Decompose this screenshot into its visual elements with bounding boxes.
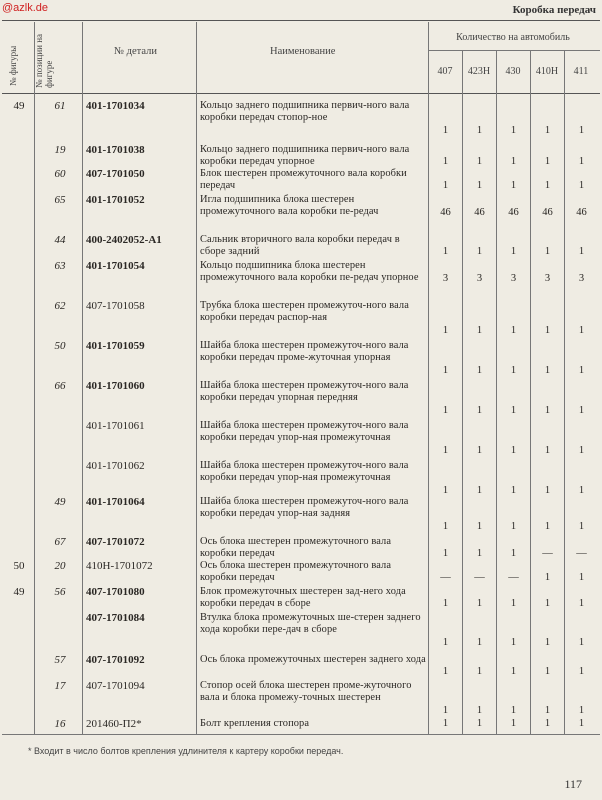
quantity-cell: 1 xyxy=(510,156,517,168)
quantity-cell: 1 xyxy=(544,666,551,678)
quantity-cell: 1 xyxy=(510,484,517,496)
name-cell: Сальник вторичного вала коробки передач в сборе задний xyxy=(200,234,400,258)
position-cell: 65 xyxy=(54,194,66,206)
footnote: * Входит в число болтов крепления удлинителя к картеру коробки передач. xyxy=(28,746,344,756)
quantity-cell: 1 xyxy=(476,598,483,610)
name-cell: Шайба блока шестерен промежуточ-ного вала коробки передач упорная передняя xyxy=(200,380,409,404)
quantity-cell: — xyxy=(508,572,519,584)
name-cell: Блок шестерен промежуточного вала коробки передач xyxy=(200,168,407,192)
quantity-cell: 1 xyxy=(476,484,483,496)
name-cell: Шайба блока шестерен промежуточ-ного вала коробки передач упор-ная промежуточная xyxy=(200,460,409,484)
name-cell: Втулка блока промежуточных ше-стерен заднего хода коробки пере-дач в сборе xyxy=(200,612,421,636)
part-number-cell: 407-1701072 xyxy=(86,536,145,548)
watermark: @azlk.de xyxy=(2,2,49,14)
header-model: 411 xyxy=(573,66,589,77)
quantity-cell: 1 xyxy=(510,404,517,416)
name-cell: Трубка блока шестерен промежуточ-ного вала коробки передач распор-ная xyxy=(200,300,409,324)
name-cell: Шайба блока шестерен промежуточ-ного вала коробки передач упор-ная задняя xyxy=(200,496,409,520)
position-cell: 66 xyxy=(54,380,66,392)
column-divider xyxy=(496,50,497,734)
column-divider xyxy=(462,50,463,734)
quantity-cell: 1 xyxy=(476,124,483,136)
part-number-cell: 401-1701034 xyxy=(86,100,145,112)
part-number-cell: 410Н-1701072 xyxy=(86,560,153,572)
quantity-cell: 1 xyxy=(578,156,585,168)
quantity-cell: 1 xyxy=(510,666,517,678)
part-number-cell: 401-1701061 xyxy=(86,420,145,432)
header-name: Наименование xyxy=(270,46,336,57)
part-number-cell: 407-1701084 xyxy=(86,612,145,624)
quantity-cell: 1 xyxy=(544,444,551,456)
quantity-cell: 1 xyxy=(544,124,551,136)
part-number-cell: 401-1701064 xyxy=(86,496,145,508)
quantity-cell: 1 xyxy=(510,364,517,376)
quantity-cell: 1 xyxy=(544,246,551,258)
quantity-cell: 1 xyxy=(544,572,551,584)
header-quantity-rule xyxy=(428,50,600,51)
column-divider xyxy=(530,50,531,734)
quantity-cell: 1 xyxy=(544,598,551,610)
name-cell: Кольцо заднего подшипника первич-ного вала коробки передач упорное xyxy=(200,144,410,168)
quantity-cell: 3 xyxy=(476,272,483,284)
name-cell: Шайба блока шестерен промежуточ-ного вала коробки передач упор-ная промежуточная xyxy=(200,420,409,444)
table-top-rule xyxy=(2,20,600,21)
figure-cell: 49 xyxy=(13,586,25,598)
quantity-cell: — xyxy=(576,548,587,560)
header-part-no: № детали xyxy=(114,46,157,57)
quantity-cell: 1 xyxy=(578,484,585,496)
quantity-cell: 1 xyxy=(442,598,449,610)
quantity-cell: 1 xyxy=(544,180,551,192)
section-title: Коробка передач xyxy=(512,4,596,16)
quantity-cell: 1 xyxy=(442,124,449,136)
part-number-cell: 407-1701050 xyxy=(86,168,145,180)
quantity-cell: 1 xyxy=(476,548,483,560)
quantity-cell: 1 xyxy=(578,124,585,136)
position-cell: 62 xyxy=(54,300,66,312)
part-number-cell: 407-1701058 xyxy=(86,300,145,312)
quantity-cell: 1 xyxy=(544,364,551,376)
part-number-cell: 401-1701060 xyxy=(86,380,145,392)
column-divider xyxy=(428,22,429,734)
quantity-cell: 46 xyxy=(508,206,519,218)
quantity-cell: 1 xyxy=(476,404,483,416)
part-number-cell: 407-1701080 xyxy=(86,586,145,598)
quantity-cell: 1 xyxy=(510,444,517,456)
quantity-cell: 46 xyxy=(576,206,587,218)
quantity-cell: 1 xyxy=(578,666,585,678)
quantity-cell: 1 xyxy=(578,572,585,584)
column-divider xyxy=(34,22,35,734)
quantity-cell: 1 xyxy=(476,364,483,376)
part-number-cell: 401-1701052 xyxy=(86,194,145,206)
position-cell: 67 xyxy=(54,536,66,548)
quantity-cell: 1 xyxy=(544,404,551,416)
quantity-cell: 1 xyxy=(578,718,585,729)
name-cell: Игла подшипника блока шестерен промежуточного вала коробки пе-редач xyxy=(200,194,379,218)
quantity-cell: 1 xyxy=(510,124,517,136)
part-number-cell: 401-1701038 xyxy=(86,144,145,156)
column-divider xyxy=(564,50,565,734)
quantity-cell: 1 xyxy=(442,404,449,416)
quantity-cell: 1 xyxy=(544,636,551,648)
quantity-cell: — xyxy=(440,572,451,584)
position-cell: 20 xyxy=(54,560,66,572)
name-cell: Стопор осей блока шестерен проме-жуточного вала и блока промежу-точных шестерен xyxy=(200,680,412,704)
quantity-cell: 1 xyxy=(510,636,517,648)
position-cell: 50 xyxy=(54,340,66,352)
figure-cell: 49 xyxy=(13,100,25,112)
name-cell: Шайба блока шестерен промежуточ-ного вала коробки передач проме-жуточная упорная xyxy=(200,340,409,364)
quantity-cell: — xyxy=(474,572,485,584)
header-model: 430 xyxy=(505,66,521,77)
quantity-cell: 1 xyxy=(476,718,483,729)
quantity-cell: 1 xyxy=(442,246,449,258)
quantity-cell: 1 xyxy=(544,156,551,168)
quantity-cell: 1 xyxy=(476,180,483,192)
quantity-cell: 1 xyxy=(510,704,517,716)
quantity-cell: 1 xyxy=(510,520,517,532)
header-figure-no: № фигуры xyxy=(8,45,18,86)
quantity-cell: 1 xyxy=(476,156,483,168)
name-cell: Блок промежуточных шестерен зад-него хода коробки передач в сборе xyxy=(200,586,406,610)
quantity-cell: 1 xyxy=(578,704,585,716)
quantity-cell: 1 xyxy=(578,324,585,336)
quantity-cell: 1 xyxy=(544,520,551,532)
position-cell: 49 xyxy=(54,496,66,508)
quantity-cell: 3 xyxy=(510,272,517,284)
quantity-cell: 1 xyxy=(442,666,449,678)
position-cell: 19 xyxy=(54,144,66,156)
position-cell: 61 xyxy=(54,100,66,112)
part-number-cell: 407-1701092 xyxy=(86,654,145,666)
column-divider xyxy=(196,22,197,734)
part-number-cell: 400-2402052-А1 xyxy=(86,234,162,246)
column-divider xyxy=(82,22,83,734)
quantity-cell: 1 xyxy=(544,484,551,496)
quantity-cell: 1 xyxy=(578,404,585,416)
quantity-cell: 1 xyxy=(442,636,449,648)
quantity-cell: 1 xyxy=(442,704,449,716)
quantity-cell: 1 xyxy=(442,520,449,532)
name-cell: Болт крепления стопора xyxy=(200,718,310,729)
quantity-cell: 1 xyxy=(578,598,585,610)
quantity-cell: 1 xyxy=(578,444,585,456)
quantity-cell: 1 xyxy=(544,704,551,716)
quantity-cell: 1 xyxy=(476,666,483,678)
position-cell: 56 xyxy=(54,586,66,598)
quantity-cell: 1 xyxy=(544,324,551,336)
quantity-cell: 1 xyxy=(510,598,517,610)
quantity-cell: 46 xyxy=(542,206,553,218)
quantity-cell: 1 xyxy=(510,324,517,336)
quantity-cell: 46 xyxy=(474,206,485,218)
part-number-cell: 401-1701054 xyxy=(86,260,145,272)
quantity-cell: 1 xyxy=(578,180,585,192)
quantity-cell: 1 xyxy=(476,520,483,532)
quantity-cell: 1 xyxy=(578,246,585,258)
quantity-cell: 1 xyxy=(442,548,449,560)
table-bottom-rule xyxy=(2,734,600,735)
part-number-cell: 401-1701062 xyxy=(86,460,145,472)
quantity-cell: 1 xyxy=(544,718,551,729)
quantity-cell: 1 xyxy=(442,324,449,336)
quantity-cell: 1 xyxy=(442,364,449,376)
quantity-cell: 1 xyxy=(442,180,449,192)
part-number-cell: 201460-П2* xyxy=(86,718,142,730)
quantity-cell: 3 xyxy=(578,272,585,284)
quantity-cell: 1 xyxy=(476,636,483,648)
quantity-cell: 1 xyxy=(578,364,585,376)
header-position-no: № позиции на фигуре xyxy=(34,33,54,88)
name-cell: Ось блока шестерен промежуточного вала коробки передач xyxy=(200,536,392,560)
name-cell: Ось блока шестерен промежуточного вала коробки передач xyxy=(200,560,392,584)
position-cell: 60 xyxy=(54,168,66,180)
position-cell: 17 xyxy=(54,680,66,692)
position-cell: 63 xyxy=(54,260,66,272)
header-model: 410Н xyxy=(535,66,559,77)
position-cell: 16 xyxy=(54,718,66,730)
quantity-cell: 1 xyxy=(476,324,483,336)
quantity-cell: — xyxy=(542,548,553,560)
quantity-cell: 1 xyxy=(476,246,483,258)
quantity-cell: 1 xyxy=(578,636,585,648)
part-number-cell: 407-1701094 xyxy=(86,680,145,692)
name-cell: Кольцо заднего подшипника первич-ного вала коробки передач стопор-ное xyxy=(200,100,410,124)
quantity-cell: 1 xyxy=(510,548,517,560)
quantity-cell: 1 xyxy=(442,156,449,168)
quantity-cell: 1 xyxy=(578,520,585,532)
quantity-cell: 1 xyxy=(442,484,449,496)
position-cell: 44 xyxy=(54,234,66,246)
header-model: 407 xyxy=(437,66,453,77)
page-number: 117 xyxy=(564,777,582,791)
quantity-cell: 3 xyxy=(442,272,449,284)
name-cell: Кольцо подшипника блока шестерен промежуточного вала коробки пе-редач упорное xyxy=(200,260,419,284)
figure-cell: 50 xyxy=(13,560,25,572)
header-quantity: Количество на автомобиль xyxy=(456,32,570,43)
quantity-cell: 1 xyxy=(442,718,449,729)
quantity-cell: 1 xyxy=(442,444,449,456)
name-cell: Ось блока промежуточных шестерен заднего хода xyxy=(200,654,426,665)
quantity-cell: 1 xyxy=(510,180,517,192)
quantity-cell: 1 xyxy=(510,246,517,258)
quantity-cell: 1 xyxy=(476,444,483,456)
quantity-cell: 1 xyxy=(476,704,483,716)
quantity-cell: 1 xyxy=(510,718,517,729)
header-model: 423Н xyxy=(467,66,491,77)
quantity-cell: 46 xyxy=(440,206,451,218)
quantity-cell: 3 xyxy=(544,272,551,284)
position-cell: 57 xyxy=(54,654,66,666)
part-number-cell: 401-1701059 xyxy=(86,340,145,352)
